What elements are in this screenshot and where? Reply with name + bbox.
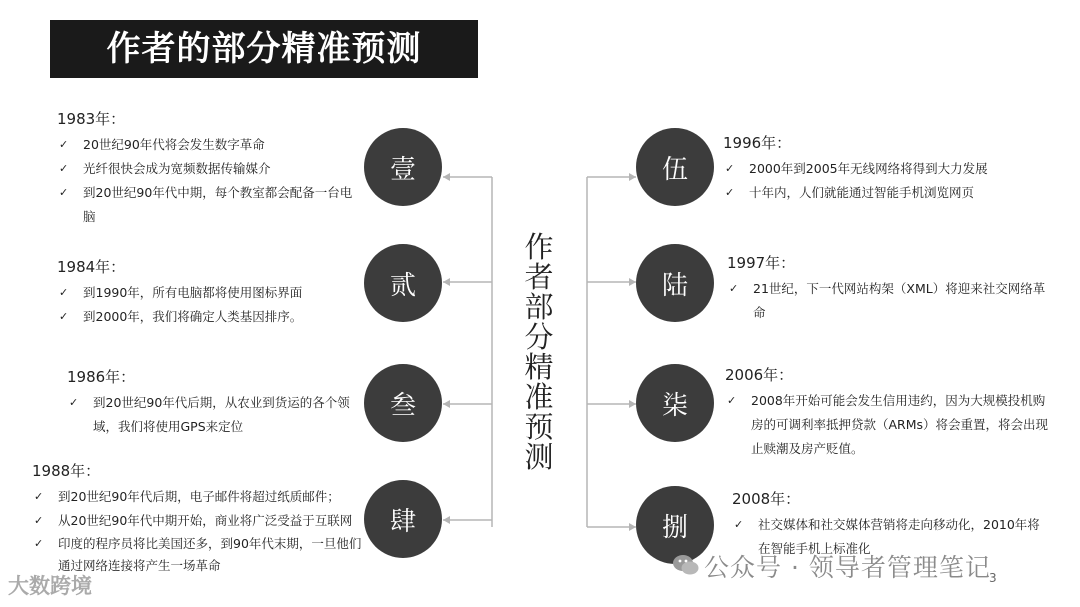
page-number: 3 <box>989 571 997 585</box>
center-title-char: 准 <box>524 380 554 414</box>
numeral-circle-2: 贰 <box>364 244 442 322</box>
check-icon: ✓ <box>59 162 69 175</box>
list-item: ✓ 印度的程序员将比美国还多，到90年代末期，一旦他们通过网络连接将产生一场革命 <box>32 533 362 577</box>
brand-watermark: 大数跨境 <box>8 574 92 598</box>
year-label: 1997年： <box>727 254 796 272</box>
prediction-block-1983 <box>57 108 357 229</box>
center-title-char: 测 <box>524 440 554 474</box>
prediction-block-1986 <box>67 366 357 439</box>
center-title-char: 预 <box>524 410 554 444</box>
numeral-circle-1: 壹 <box>364 128 442 206</box>
list-item: ✓ 2008年开始可能会发生信用违约，因为大规模投机购房的可调利率抵押贷款（ARMs）将会重置，将会出现止赎潮及房产贬值。 <box>725 389 1055 461</box>
center-title-char: 部 <box>524 290 554 324</box>
list-item: ✓ 到20世纪90年代后期，电子邮件将超过纸质邮件； <box>32 485 362 509</box>
wechat-icon <box>672 551 700 579</box>
list-item: ✓ 社交媒体和社交媒体营销将走向移动化，2010年将在智能手机上标准化 <box>732 513 1052 561</box>
check-icon: ✓ <box>34 514 44 527</box>
check-icon: ✓ <box>729 282 739 295</box>
prediction-list <box>57 281 357 329</box>
watermark-text: 公众号 · 领导者管理笔记 <box>704 553 991 582</box>
list-item: ✓ 光纤很快会成为宽频数据传输媒介 <box>57 157 357 181</box>
prediction-block-1988 <box>32 460 362 577</box>
year-label: 1988年： <box>32 462 101 480</box>
list-item: ✓ 21世纪，下一代网站构架（XML）将迎来社交网络革命 <box>727 277 1047 325</box>
list-item: ✓ 从20世纪90年代中期开始，商业将广泛受益于互联网 <box>32 509 362 533</box>
prediction-block-1996 <box>723 132 1043 205</box>
page-title: 作者的部分精准预测 <box>106 29 422 69</box>
numeral-circle-4: 肆 <box>364 480 442 558</box>
check-icon: ✓ <box>69 396 79 409</box>
year-label: 2008年： <box>732 490 801 508</box>
numeral-circle-5: 伍 <box>636 128 714 206</box>
list-item: ✓ 到20世纪90年代后期，从农业到货运的各个领域，我们将使用GPS来定位 <box>67 391 357 439</box>
list-item: ✓ 十年内，人们就能通过智能手机浏览网页 <box>723 181 1043 205</box>
year-label: 1983年： <box>57 110 126 128</box>
numeral-circle-7: 柒 <box>636 364 714 442</box>
center-vertical-title <box>521 232 557 472</box>
check-icon: ✓ <box>59 186 69 199</box>
center-title-char: 分 <box>524 320 554 354</box>
center-title-char: 精 <box>524 350 554 384</box>
list-item: ✓ 到20世纪90年代中期，每个教室都会配备一台电脑 <box>57 181 357 229</box>
prediction-list <box>32 485 362 577</box>
numeral-circle-3: 叁 <box>364 364 442 442</box>
list-item: ✓ 到2000年，我们将确定人类基因排序。 <box>57 305 357 329</box>
year-label: 1986年： <box>67 368 136 386</box>
numeral-circle-8: 捌 <box>636 486 714 564</box>
prediction-block-1997 <box>727 252 1047 325</box>
list-item: ✓ 20世纪90年代将会发生数字革命 <box>57 133 357 157</box>
prediction-block-2006 <box>725 364 1055 461</box>
year-label: 1996年： <box>723 134 792 152</box>
check-icon: ✓ <box>725 162 735 175</box>
list-item: ✓ 2000年到2005年无线网络将得到大力发展 <box>723 157 1043 181</box>
prediction-list <box>727 277 1047 325</box>
prediction-block-1984 <box>57 256 357 329</box>
check-icon: ✓ <box>59 286 69 299</box>
check-icon: ✓ <box>727 394 737 407</box>
check-icon: ✓ <box>34 490 44 503</box>
prediction-list <box>723 157 1043 205</box>
check-icon: ✓ <box>725 186 735 199</box>
year-label: 2006年： <box>725 366 794 384</box>
year-label: 1984年： <box>57 258 126 276</box>
prediction-list <box>67 391 357 439</box>
check-icon: ✓ <box>59 310 69 323</box>
center-title-char: 作 <box>524 230 554 264</box>
check-icon: ✓ <box>59 138 69 151</box>
check-icon: ✓ <box>734 518 744 531</box>
numeral-circle-6: 陆 <box>636 244 714 322</box>
prediction-list <box>57 133 357 229</box>
list-item: ✓ 到1990年，所有电脑都将使用图标界面 <box>57 281 357 305</box>
check-icon: ✓ <box>34 537 44 550</box>
prediction-list <box>725 389 1055 461</box>
center-title-char: 者 <box>524 260 554 294</box>
